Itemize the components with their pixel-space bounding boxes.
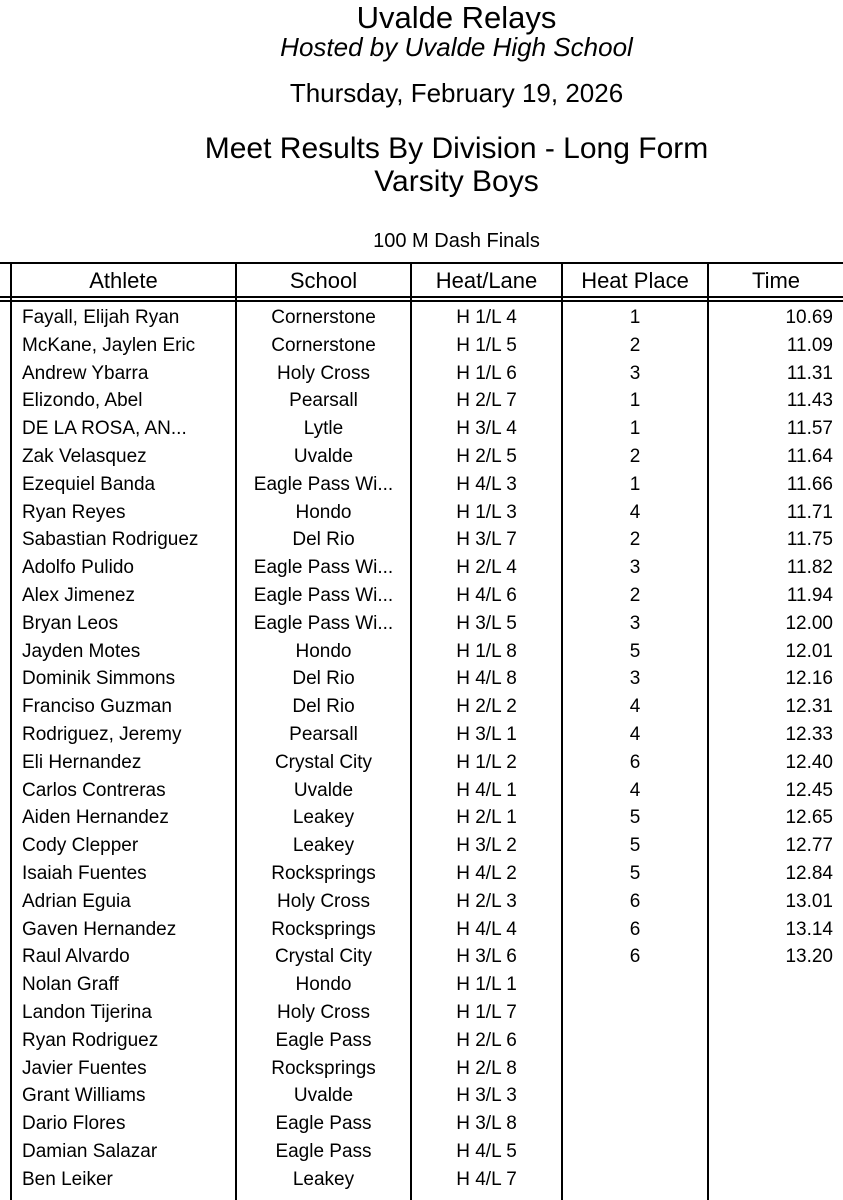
- time-cell: 11.71: [786, 501, 833, 523]
- header-athlete: Athlete: [89, 268, 158, 293]
- table-row: [0, 332, 843, 360]
- table-row: [0, 888, 843, 916]
- athlete-cell: Eli Hernandez: [22, 751, 142, 773]
- athlete-cell: Adolfo Pulido: [22, 557, 134, 579]
- athlete-cell: Andrew Ybarra: [22, 362, 149, 384]
- table-row: [0, 693, 843, 721]
- school-cell: Eagle Pass: [275, 1113, 372, 1135]
- school-cell: Crystal City: [274, 751, 373, 773]
- time-cell: 13.20: [785, 946, 833, 968]
- school-cell: Uvalde: [293, 779, 354, 801]
- athlete-cell: Cody Clepper: [22, 835, 139, 857]
- athlete-cell: Dominik Simmons: [22, 668, 176, 690]
- athlete-cell: Bryan Leos: [22, 612, 119, 634]
- heat-place-cell: 2: [629, 334, 641, 356]
- athlete-cell: Ryan Reyes: [22, 501, 126, 523]
- heat-place-cell: 6: [629, 890, 641, 912]
- time-cell: [708, 1055, 843, 1083]
- heat-place-cell: 3: [629, 612, 641, 634]
- athlete-cell: Carlos Contreras: [22, 779, 166, 801]
- heat-lane-cell: H 3/L 3: [456, 1085, 517, 1107]
- header-heat-lane: Heat/Lane: [435, 268, 538, 293]
- heat-lane-cell: H 2/L 2: [456, 696, 517, 718]
- time-cell: 11.43: [786, 390, 833, 412]
- heat-place-cell: [562, 1166, 708, 1194]
- athlete-cell: Ryan Rodriguez: [22, 1029, 159, 1051]
- table-row: [0, 471, 843, 499]
- time-cell: 11.94: [786, 584, 833, 606]
- heat-lane-cell: H 2/L 7: [456, 390, 517, 412]
- athlete-cell: Sabastian Rodriguez: [22, 529, 199, 551]
- heat-place-cell: [562, 1110, 708, 1138]
- athlete-cell: Fayall, Elijah Ryan: [22, 307, 180, 328]
- heat-place-cell: 5: [629, 807, 641, 829]
- heat-lane-cell: H 4/L 7: [456, 1168, 517, 1190]
- school-cell: Hondo: [295, 501, 352, 523]
- heat-place-cell: [562, 971, 708, 999]
- heat-lane-cell: H 3/L 5: [456, 612, 517, 634]
- time-cell: 13.14: [785, 918, 833, 940]
- athlete-cell: Gaven Hernandez: [22, 918, 177, 940]
- heat-lane-cell: H 2/L 1: [456, 807, 517, 829]
- table-row: [0, 749, 843, 777]
- heat-lane-cell: H 3/L 2: [456, 835, 517, 857]
- time-cell: 11.31: [786, 362, 833, 384]
- school-cell: Eagle Pass Wi...: [253, 557, 394, 579]
- table-row: [0, 526, 843, 554]
- table-row: [0, 916, 843, 944]
- table-row: [0, 999, 843, 1027]
- heat-lane-cell: H 3/L 8: [456, 1113, 517, 1135]
- heat-place-cell: 6: [629, 918, 641, 940]
- athlete-cell: Aiden Hernandez: [22, 807, 169, 829]
- athlete-cell: DE LA ROSA, AN...: [22, 418, 187, 440]
- school-cell: Rocksprings: [271, 918, 376, 940]
- time-cell: 12.84: [785, 862, 833, 884]
- time-cell: [708, 1027, 843, 1055]
- school-cell: Del Rio: [292, 668, 355, 690]
- school-cell: Hondo: [295, 974, 352, 996]
- athlete-cell: Zak Velasquez: [22, 445, 147, 467]
- table-row: [0, 721, 843, 749]
- time-cell: 12.31: [785, 696, 833, 718]
- heat-place-cell: [562, 1027, 708, 1055]
- time-cell: 13.01: [785, 890, 833, 912]
- heat-lane-cell: H 1/L 4: [456, 307, 517, 328]
- heat-place-cell: 1: [629, 418, 641, 440]
- school-cell: Leakey: [292, 807, 355, 829]
- table-row: [0, 554, 843, 582]
- heat-lane-cell: H 1/L 6: [456, 362, 517, 384]
- heat-place-cell: 2: [629, 529, 641, 551]
- school-cell: Del Rio: [292, 696, 355, 718]
- table-row: [0, 777, 843, 805]
- table-row: [0, 943, 843, 971]
- heat-place-cell: 3: [629, 668, 641, 690]
- heat-place-cell: 5: [629, 835, 641, 857]
- time-cell: 12.00: [785, 612, 833, 634]
- school-cell: Pearsall: [289, 390, 358, 412]
- heat-lane-cell: H 2/L 8: [456, 1057, 517, 1079]
- heat-lane-cell: H 4/L 2: [456, 862, 517, 884]
- heat-lane-cell: H 1/L 1: [456, 974, 517, 996]
- time-cell: [708, 1082, 843, 1110]
- heat-place-cell: 3: [629, 557, 641, 579]
- table-row: [0, 860, 843, 888]
- meet-name: Uvalde Relays: [356, 0, 557, 35]
- athlete-cell: Alex Jimenez: [22, 584, 135, 606]
- table-row: [0, 360, 843, 388]
- heat-lane-cell: H 3/L 7: [456, 529, 517, 551]
- table-row: [0, 971, 843, 999]
- heat-place-cell: 6: [629, 946, 641, 968]
- school-cell: Cornerstone: [271, 334, 376, 356]
- time-cell: [708, 1166, 843, 1194]
- time-cell: 10.69: [785, 307, 833, 328]
- header-time: Time: [751, 268, 801, 293]
- time-cell: 11.09: [786, 334, 833, 356]
- time-cell: 11.57: [786, 418, 833, 440]
- school-cell: Eagle Pass: [275, 1029, 372, 1051]
- heat-place-cell: 6: [629, 751, 641, 773]
- school-cell: Rocksprings: [271, 862, 376, 884]
- school-cell: Eagle Pass Wi...: [253, 584, 394, 606]
- school-cell: Eagle Pass: [275, 1140, 372, 1162]
- school-cell: Eagle Pass Wi...: [253, 473, 394, 495]
- school-cell: Del Rio: [292, 529, 355, 551]
- athlete-cell: Nolan Graff: [22, 974, 119, 996]
- table-row: [0, 665, 843, 693]
- athlete-cell: Adrian Eguia: [22, 890, 131, 912]
- time-cell: 12.40: [785, 751, 833, 773]
- heat-lane-cell: H 3/L 1: [456, 723, 517, 745]
- heat-place-cell: 5: [629, 640, 641, 662]
- table-row: [0, 304, 843, 332]
- heat-lane-cell: H 1/L 8: [456, 640, 517, 662]
- table-row: [0, 638, 843, 666]
- header-double-rule: [0, 300, 843, 302]
- table-row: [0, 582, 843, 610]
- heat-place-cell: 2: [629, 584, 641, 606]
- school-cell: Crystal City: [274, 946, 373, 968]
- athlete-cell: Rodriguez, Jeremy: [22, 723, 182, 745]
- heat-place-cell: [562, 999, 708, 1027]
- athlete-cell: Franciso Guzman: [22, 696, 172, 718]
- heat-lane-cell: H 1/L 2: [456, 751, 517, 773]
- athlete-cell: Dario Flores: [22, 1113, 126, 1135]
- table-row: [0, 1110, 843, 1138]
- school-cell: Rocksprings: [271, 1057, 376, 1079]
- table-row: [0, 1082, 843, 1110]
- heat-place-cell: [562, 1082, 708, 1110]
- school-cell: Cornerstone: [271, 307, 376, 328]
- heat-place-cell: [562, 1055, 708, 1083]
- time-cell: 12.33: [785, 723, 833, 745]
- athlete-cell: Ben Leiker: [22, 1168, 113, 1190]
- time-cell: 12.65: [785, 807, 833, 829]
- school-cell: Eagle Pass Wi...: [253, 612, 394, 634]
- athlete-cell: Javier Fuentes: [22, 1057, 147, 1079]
- heat-place-cell: 4: [629, 501, 641, 523]
- report-title: Meet Results By Division - Long Form: [204, 132, 709, 165]
- heat-place-cell: 1: [629, 307, 641, 328]
- time-cell: 11.82: [786, 557, 833, 579]
- heat-lane-cell: H 4/L 5: [456, 1140, 517, 1162]
- heat-place-cell: 4: [629, 696, 641, 718]
- table-row: [0, 1138, 843, 1166]
- heat-lane-cell: H 4/L 6: [456, 584, 517, 606]
- table-body: [0, 304, 843, 1194]
- table-row: [0, 1027, 843, 1055]
- school-cell: Lytle: [303, 418, 344, 440]
- school-cell: Holy Cross: [277, 1001, 370, 1023]
- athlete-cell: Jayden Motes: [22, 640, 141, 662]
- heat-place-cell: 2: [629, 445, 641, 467]
- table-row: [0, 443, 843, 471]
- time-cell: 12.77: [785, 835, 833, 857]
- school-cell: Holy Cross: [277, 890, 370, 912]
- header-school: School: [289, 268, 358, 293]
- time-cell: 11.66: [786, 473, 833, 495]
- heat-place-cell: [562, 1138, 708, 1166]
- meet-date: Thursday, February 19, 2026: [289, 78, 624, 108]
- table-row: [0, 610, 843, 638]
- heat-lane-cell: H 2/L 5: [456, 445, 517, 467]
- heat-place-cell: 4: [629, 779, 641, 801]
- athlete-cell: Landon Tijerina: [22, 1001, 152, 1023]
- school-cell: Uvalde: [293, 445, 354, 467]
- heat-lane-cell: H 4/L 8: [456, 668, 517, 690]
- athlete-cell: Elizondo, Abel: [22, 390, 143, 412]
- division-title: Varsity Boys: [374, 165, 539, 198]
- meet-host: Hosted by Uvalde High School: [280, 32, 633, 62]
- athlete-cell: Grant Williams: [22, 1085, 146, 1107]
- heat-place-cell: 5: [629, 862, 641, 884]
- heat-place-cell: 3: [629, 362, 641, 384]
- heat-lane-cell: H 2/L 3: [456, 890, 517, 912]
- table-row: [0, 415, 843, 443]
- heat-lane-cell: H 2/L 6: [456, 1029, 517, 1051]
- time-cell: [708, 1110, 843, 1138]
- time-cell: 12.16: [785, 668, 833, 690]
- heat-lane-cell: H 1/L 7: [456, 1001, 517, 1023]
- heat-place-cell: 1: [629, 473, 641, 495]
- school-cell: Uvalde: [293, 1085, 354, 1107]
- heat-place-cell: 1: [629, 390, 641, 412]
- school-cell: Holy Cross: [277, 362, 370, 384]
- heat-lane-cell: H 4/L 4: [456, 918, 517, 940]
- heat-lane-cell: H 1/L 5: [456, 334, 517, 356]
- table-header: [0, 263, 843, 296]
- time-cell: [708, 971, 843, 999]
- event-title: 100 M Dash Finals: [373, 230, 540, 252]
- athlete-cell: Raul Alvardo: [22, 946, 130, 968]
- table-row: [0, 832, 843, 860]
- school-cell: Hondo: [295, 640, 352, 662]
- athlete-cell: Ezequiel Banda: [22, 473, 156, 495]
- heat-lane-cell: H 3/L 6: [456, 946, 517, 968]
- table-row: [0, 387, 843, 415]
- heat-lane-cell: H 1/L 3: [456, 501, 517, 523]
- athlete-cell: McKane, Jaylen Eric: [22, 334, 196, 356]
- heat-lane-cell: H 2/L 4: [456, 557, 517, 579]
- time-cell: [708, 1138, 843, 1166]
- school-cell: Leakey: [292, 1168, 355, 1190]
- table-row: [0, 1166, 843, 1194]
- table-row: [0, 1055, 843, 1083]
- time-cell: 11.75: [786, 529, 833, 551]
- time-cell: 12.01: [785, 640, 833, 662]
- table-row: [0, 804, 843, 832]
- heat-lane-cell: H 4/L 3: [456, 473, 517, 495]
- school-cell: Pearsall: [289, 723, 358, 745]
- time-cell: [708, 999, 843, 1027]
- time-cell: 11.64: [786, 445, 833, 467]
- athlete-cell: Isaiah Fuentes: [22, 862, 147, 884]
- heat-place-cell: 4: [629, 723, 641, 745]
- school-cell: Leakey: [292, 835, 355, 857]
- heat-lane-cell: H 4/L 1: [456, 779, 517, 801]
- table-row: [0, 499, 843, 527]
- time-cell: 12.45: [785, 779, 833, 801]
- athlete-cell: Damian Salazar: [22, 1140, 158, 1162]
- header-bottom-rule: [0, 296, 843, 298]
- heat-lane-cell: H 3/L 4: [456, 418, 517, 440]
- header-heat-place: Heat Place: [581, 268, 689, 293]
